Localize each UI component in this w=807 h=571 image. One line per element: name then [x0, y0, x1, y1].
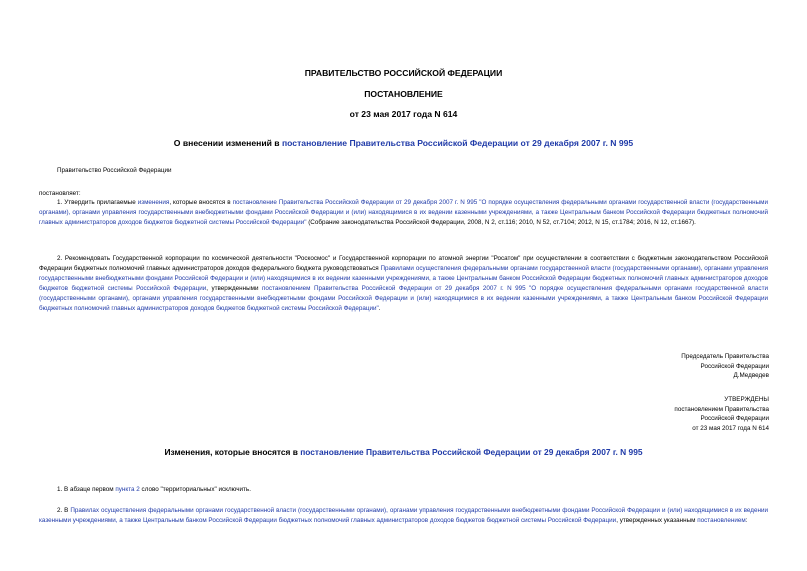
rules-link[interactable]: Правилами осуществления федеральными органами государственной власти (государственными органами), органами управления государственными внебюджетными фондами Российской Федерации и (или) находящимися в их ведении казенными учреждениями, а также Центральным банком Российской Федерации бюджетных полномочий главных администраторов доходов бюджетов бюджетной системы Российской Федерации — [39, 264, 768, 292]
change-item-1 — [57, 485, 251, 495]
p2-text-c: , утвержденными — [206, 284, 262, 292]
decree-995-link[interactable]: постановление Правительства Российской Федерации от 29 декабря 2007 г. N 995 "О порядке осуществления федеральными органами государственной власти (государственными органами), органами управления государственными внебюджетными фондами Российской Федерации и (или) находящимися в их ведении казенными учреждениями, а также Центральным банком Российской Федерации бюджетных полномочий главных администраторов доходов бюджетов бюджетной системы Российской Федерации" — [39, 199, 768, 226]
c2-text-e: : — [745, 516, 748, 524]
org-heading: ПРАВИТЕЛЬСТВО РОССИЙСКОЙ ФЕДЕРАЦИИ — [304, 68, 503, 78]
change-item-2 — [39, 506, 768, 526]
changes-link[interactable]: изменения — [137, 199, 170, 206]
signature-country: Российской Федерации — [700, 362, 769, 370]
point-2-link[interactable]: пункта 2 — [115, 486, 140, 493]
decree-link-3[interactable]: постановлением — [697, 516, 746, 524]
p1-text-e: (Собрание законодательства Российской Федерации, 2008, N 2, ст.116; 2010, N 52, ст.7104; 2012, N 15, ст.1784; 2016, N 12, ст.1667). — [306, 218, 696, 226]
approval-line-2: постановлением Правительства — [674, 405, 769, 413]
approval-block — [674, 395, 769, 433]
approval-line-3: Российской Федерации — [700, 415, 769, 423]
doc-date-number: от 23 мая 2017 года N 614 — [349, 109, 458, 119]
c2-text-c: , утвержденных указанным — [616, 516, 698, 524]
p1-text-a: 1. Утвердить прилагаемые — [57, 199, 138, 206]
rules-link-2[interactable]: Правилах осуществления федеральными органами государственной власти (государственными органами), органами управления государственными внебюджетными фондами Российской Федерации и (или) находящимися в их ведении казенными учреждениями, а также Центральным банком Российской Федерации бюджетных полномочий главных администраторов доходов бюджетов бюджетной системы Российской Федерации — [39, 507, 768, 524]
paragraph-2 — [39, 254, 768, 313]
signature-position: Председатель Правительства — [681, 353, 769, 360]
title-prefix: О внесении изменений в — [173, 138, 282, 148]
c1-text-c: слово "территориальных" исключить. — [139, 486, 251, 493]
title-decree-link[interactable]: постановление Правительства Российской Федерации от 29 декабря 2007 г. N 995 — [281, 138, 634, 148]
p2-text-e: . — [378, 304, 381, 312]
signature-name: Д.Медведев — [733, 372, 769, 380]
government-label: Правительство Российской Федерации — [57, 167, 172, 174]
p2-text-a: 2. Рекомендовать Государственной корпорации по космической деятельности "Роскосмос" и Государственной корпорации по атомной энергии "Росатом" при осуществлении в соответствии с бюджетным законодательством Российской Федерации бюджетных полномочий главных администраторов доходов федерального бюджета руководствоваться — [39, 255, 768, 272]
changes-title-prefix: Изменения, которые вносятся в — [164, 447, 301, 457]
changes-title-decree-link[interactable]: постановление Правительства Российской Федерации от 29 декабря 2007 г. N 995 — [300, 447, 643, 457]
paragraph-1 — [39, 198, 768, 228]
decree-995-link-2[interactable]: постановлением Правительства Российской Федерации от 29 декабря 2007 г. N 995 "О порядке осуществления федеральными органами государственной власти (государственными органами), органами управления государственными внебюджетными фондами Российской Федерации и (или) находящимися в их ведении казенными учреждениями, а также Центральным банком Российской Федерации бюджетных полномочий главных администраторов доходов бюджетов бюджетной системы Российской Федерации" — [39, 284, 768, 312]
changes-title — [0, 447, 807, 457]
doc-type-heading: ПОСТАНОВЛЕНИЕ — [364, 89, 443, 99]
approval-line-4: от 23 мая 2017 года N 614 — [692, 424, 769, 432]
signature-block — [681, 352, 769, 381]
decrees-label: постановляет: — [39, 190, 81, 197]
c2-text-a: 2. В — [57, 507, 71, 514]
p1-text-c: , которые вносятся в — [169, 199, 233, 206]
approval-heading: УТВЕРЖДЕНЫ — [724, 396, 769, 403]
c1-text-a: 1. В абзаце первом — [57, 486, 116, 493]
document-title — [0, 138, 807, 148]
